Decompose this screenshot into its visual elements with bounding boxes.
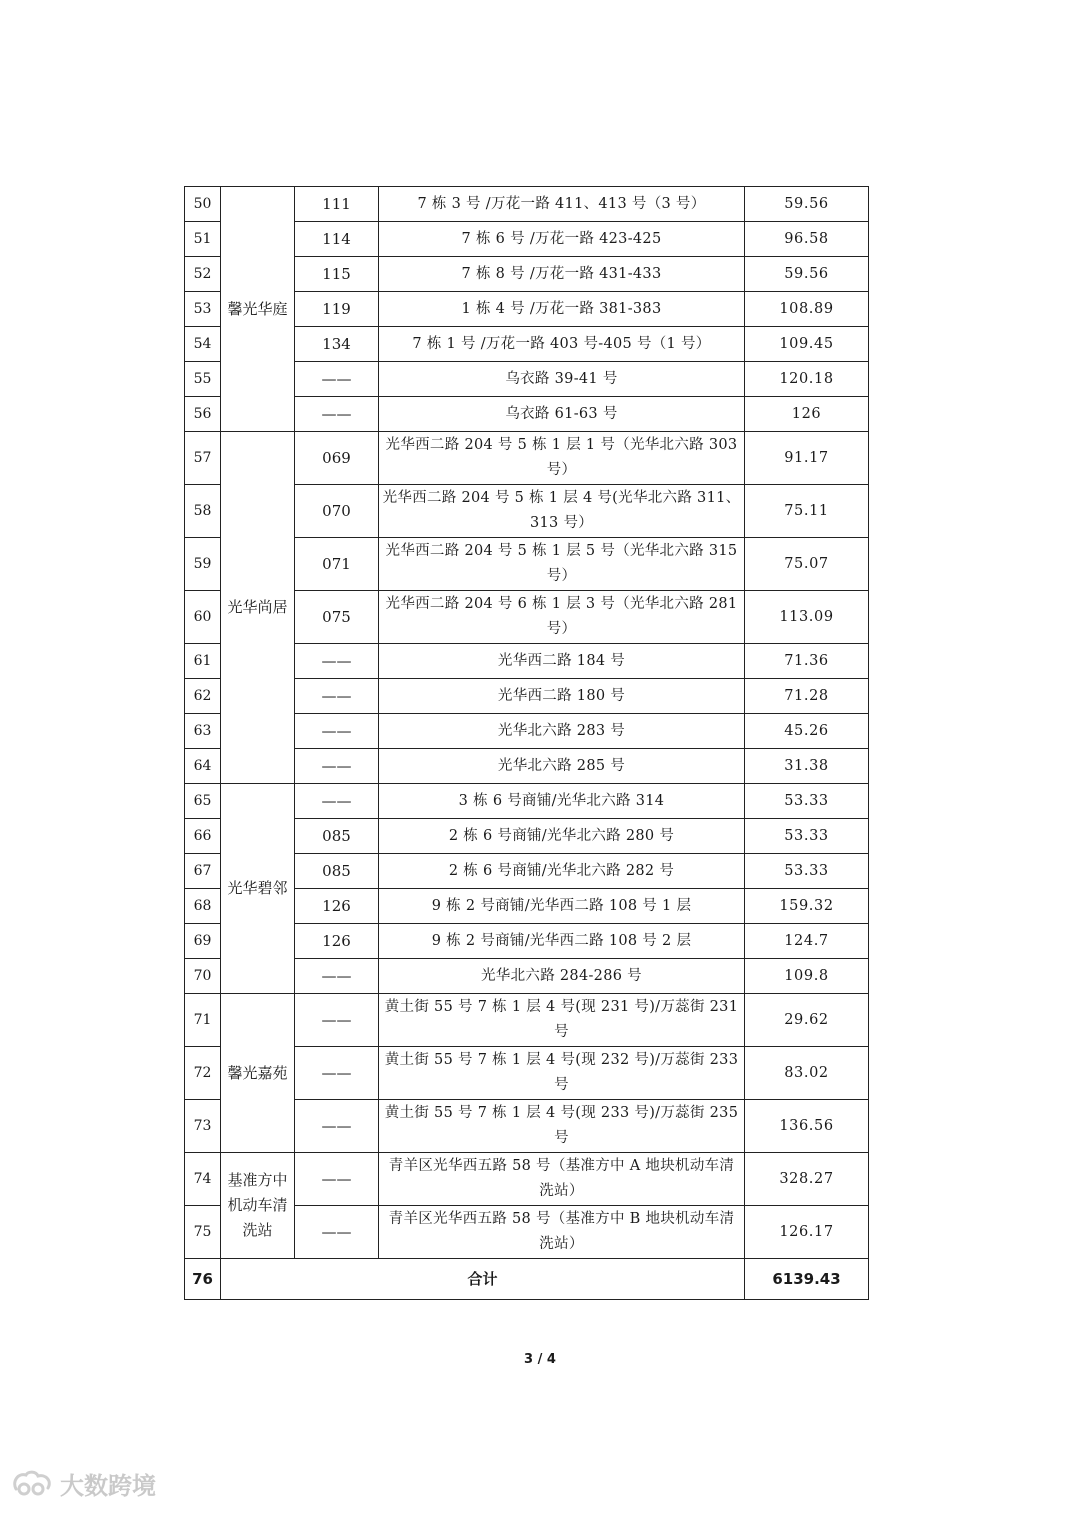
area-cell: 45.26 (745, 714, 869, 749)
area-cell: 120.18 (745, 362, 869, 397)
shop-code: —— (295, 784, 379, 819)
address-cell: 9 栋 2 号商铺/光华西二路 108 号 2 层 (379, 924, 745, 959)
area-cell: 124.7 (745, 924, 869, 959)
row-index: 64 (185, 749, 221, 784)
address-cell: 光华西二路 204 号 5 栋 1 层 5 号（光华北六路 315 号） (379, 538, 745, 591)
row-index: 54 (185, 327, 221, 362)
address-cell: 光华北六路 283 号 (379, 714, 745, 749)
watermark (10, 1466, 156, 1501)
address-cell: 3 栋 6 号商铺/光华北六路 314 (379, 784, 745, 819)
address-cell: 2 栋 6 号商铺/光华北六路 280 号 (379, 819, 745, 854)
community-name: 馨光华庭 (221, 187, 295, 432)
row-index: 62 (185, 679, 221, 714)
address-cell: 黄土街 55 号 7 栋 1 层 4 号(现 231 号)/万蕊街 231 号 (379, 994, 745, 1047)
row-index: 52 (185, 257, 221, 292)
row-index: 50 (185, 187, 221, 222)
shop-code: 111 (295, 187, 379, 222)
watermark-logo-icon (10, 1467, 56, 1501)
address-cell: 光华西二路 180 号 (379, 679, 745, 714)
shop-code: 119 (295, 292, 379, 327)
table-row (185, 994, 869, 1047)
row-index: 55 (185, 362, 221, 397)
table-row (185, 784, 869, 819)
area-cell: 53.33 (745, 854, 869, 889)
area-cell: 83.02 (745, 1047, 869, 1100)
shop-code: 134 (295, 327, 379, 362)
address-cell: 青羊区光华西五路 58 号（基准方中 A 地块机动车清洗站） (379, 1153, 745, 1206)
shop-code: 114 (295, 222, 379, 257)
area-cell: 59.56 (745, 257, 869, 292)
row-index: 68 (185, 889, 221, 924)
shop-code: —— (295, 1047, 379, 1100)
shop-code: —— (295, 397, 379, 432)
address-cell: 7 栋 8 号 /万花一路 431-433 (379, 257, 745, 292)
watermark-text: 大数跨境 (60, 1472, 156, 1500)
table-row (185, 1153, 869, 1206)
shop-code: —— (295, 994, 379, 1047)
row-index: 75 (185, 1206, 221, 1259)
row-index: 72 (185, 1047, 221, 1100)
row-index: 57 (185, 432, 221, 485)
row-index: 56 (185, 397, 221, 432)
row-index: 60 (185, 591, 221, 644)
address-cell: 7 栋 6 号 /万花一路 423-425 (379, 222, 745, 257)
page-number: 3 / 4 (524, 1352, 556, 1367)
area-cell: 159.32 (745, 889, 869, 924)
community-name: 基准方中机动车清洗站 (221, 1153, 295, 1259)
shop-code: —— (295, 714, 379, 749)
address-cell: 乌衣路 39-41 号 (379, 362, 745, 397)
row-index: 70 (185, 959, 221, 994)
area-cell: 29.62 (745, 994, 869, 1047)
row-index: 59 (185, 538, 221, 591)
area-cell: 75.07 (745, 538, 869, 591)
address-cell: 光华西二路 204 号 5 栋 1 层 1 号（光华北六路 303 号） (379, 432, 745, 485)
area-cell: 109.45 (745, 327, 869, 362)
address-cell: 光华北六路 284-286 号 (379, 959, 745, 994)
total-row (185, 1259, 869, 1300)
address-cell: 7 栋 1 号 /万花一路 403 号-405 号（1 号） (379, 327, 745, 362)
area-cell: 53.33 (745, 784, 869, 819)
address-cell: 1 栋 4 号 /万花一路 381-383 (379, 292, 745, 327)
area-cell: 71.36 (745, 644, 869, 679)
address-cell: 光华西二路 204 号 5 栋 1 层 4 号(光华北六路 311、313 号） (379, 485, 745, 538)
area-cell: 328.27 (745, 1153, 869, 1206)
area-cell: 126.17 (745, 1206, 869, 1259)
shop-code: —— (295, 362, 379, 397)
area-cell: 53.33 (745, 819, 869, 854)
shop-code: —— (295, 1206, 379, 1259)
row-index: 58 (185, 485, 221, 538)
table-row (185, 187, 869, 222)
area-cell: 96.58 (745, 222, 869, 257)
shop-code: 071 (295, 538, 379, 591)
area-cell: 31.38 (745, 749, 869, 784)
shop-code: 115 (295, 257, 379, 292)
address-cell: 光华西二路 184 号 (379, 644, 745, 679)
row-index: 61 (185, 644, 221, 679)
community-name: 光华碧邻 (221, 784, 295, 994)
total-label: 合计 (221, 1259, 745, 1300)
area-cell: 136.56 (745, 1100, 869, 1153)
property-area-table (184, 186, 869, 1300)
total-area: 6139.43 (745, 1259, 869, 1300)
shop-code: —— (295, 679, 379, 714)
address-cell: 黄土街 55 号 7 栋 1 层 4 号(现 233 号)/万蕊街 235 号 (379, 1100, 745, 1153)
shop-code: 085 (295, 854, 379, 889)
address-cell: 7 栋 3 号 /万花一路 411、413 号（3 号） (379, 187, 745, 222)
area-cell: 108.89 (745, 292, 869, 327)
community-name: 光华尚居 (221, 432, 295, 784)
shop-code: —— (295, 1153, 379, 1206)
row-index: 66 (185, 819, 221, 854)
shop-code: 126 (295, 924, 379, 959)
address-cell: 青羊区光华西五路 58 号（基准方中 B 地块机动车清洗站） (379, 1206, 745, 1259)
total-index: 76 (185, 1259, 221, 1300)
area-cell: 109.8 (745, 959, 869, 994)
community-name: 馨光嘉苑 (221, 994, 295, 1153)
address-cell: 9 栋 2 号商铺/光华西二路 108 号 1 层 (379, 889, 745, 924)
area-cell: 113.09 (745, 591, 869, 644)
shop-code: —— (295, 749, 379, 784)
shop-code: 070 (295, 485, 379, 538)
address-cell: 2 栋 6 号商铺/光华北六路 282 号 (379, 854, 745, 889)
shop-code: —— (295, 644, 379, 679)
address-cell: 光华西二路 204 号 6 栋 1 层 3 号（光华北六路 281 号） (379, 591, 745, 644)
address-cell: 光华北六路 285 号 (379, 749, 745, 784)
shop-code: 075 (295, 591, 379, 644)
row-index: 71 (185, 994, 221, 1047)
area-cell: 59.56 (745, 187, 869, 222)
shop-code: —— (295, 1100, 379, 1153)
table-row (185, 432, 869, 485)
row-index: 74 (185, 1153, 221, 1206)
shop-code: 069 (295, 432, 379, 485)
area-cell: 75.11 (745, 485, 869, 538)
area-cell: 126 (745, 397, 869, 432)
row-index: 67 (185, 854, 221, 889)
shop-code: —— (295, 959, 379, 994)
shop-code: 085 (295, 819, 379, 854)
address-cell: 乌衣路 61-63 号 (379, 397, 745, 432)
shop-code: 126 (295, 889, 379, 924)
row-index: 65 (185, 784, 221, 819)
row-index: 51 (185, 222, 221, 257)
area-cell: 91.17 (745, 432, 869, 485)
row-index: 63 (185, 714, 221, 749)
address-cell: 黄土街 55 号 7 栋 1 层 4 号(现 232 号)/万蕊街 233 号 (379, 1047, 745, 1100)
row-index: 53 (185, 292, 221, 327)
row-index: 69 (185, 924, 221, 959)
row-index: 73 (185, 1100, 221, 1153)
area-cell: 71.28 (745, 679, 869, 714)
